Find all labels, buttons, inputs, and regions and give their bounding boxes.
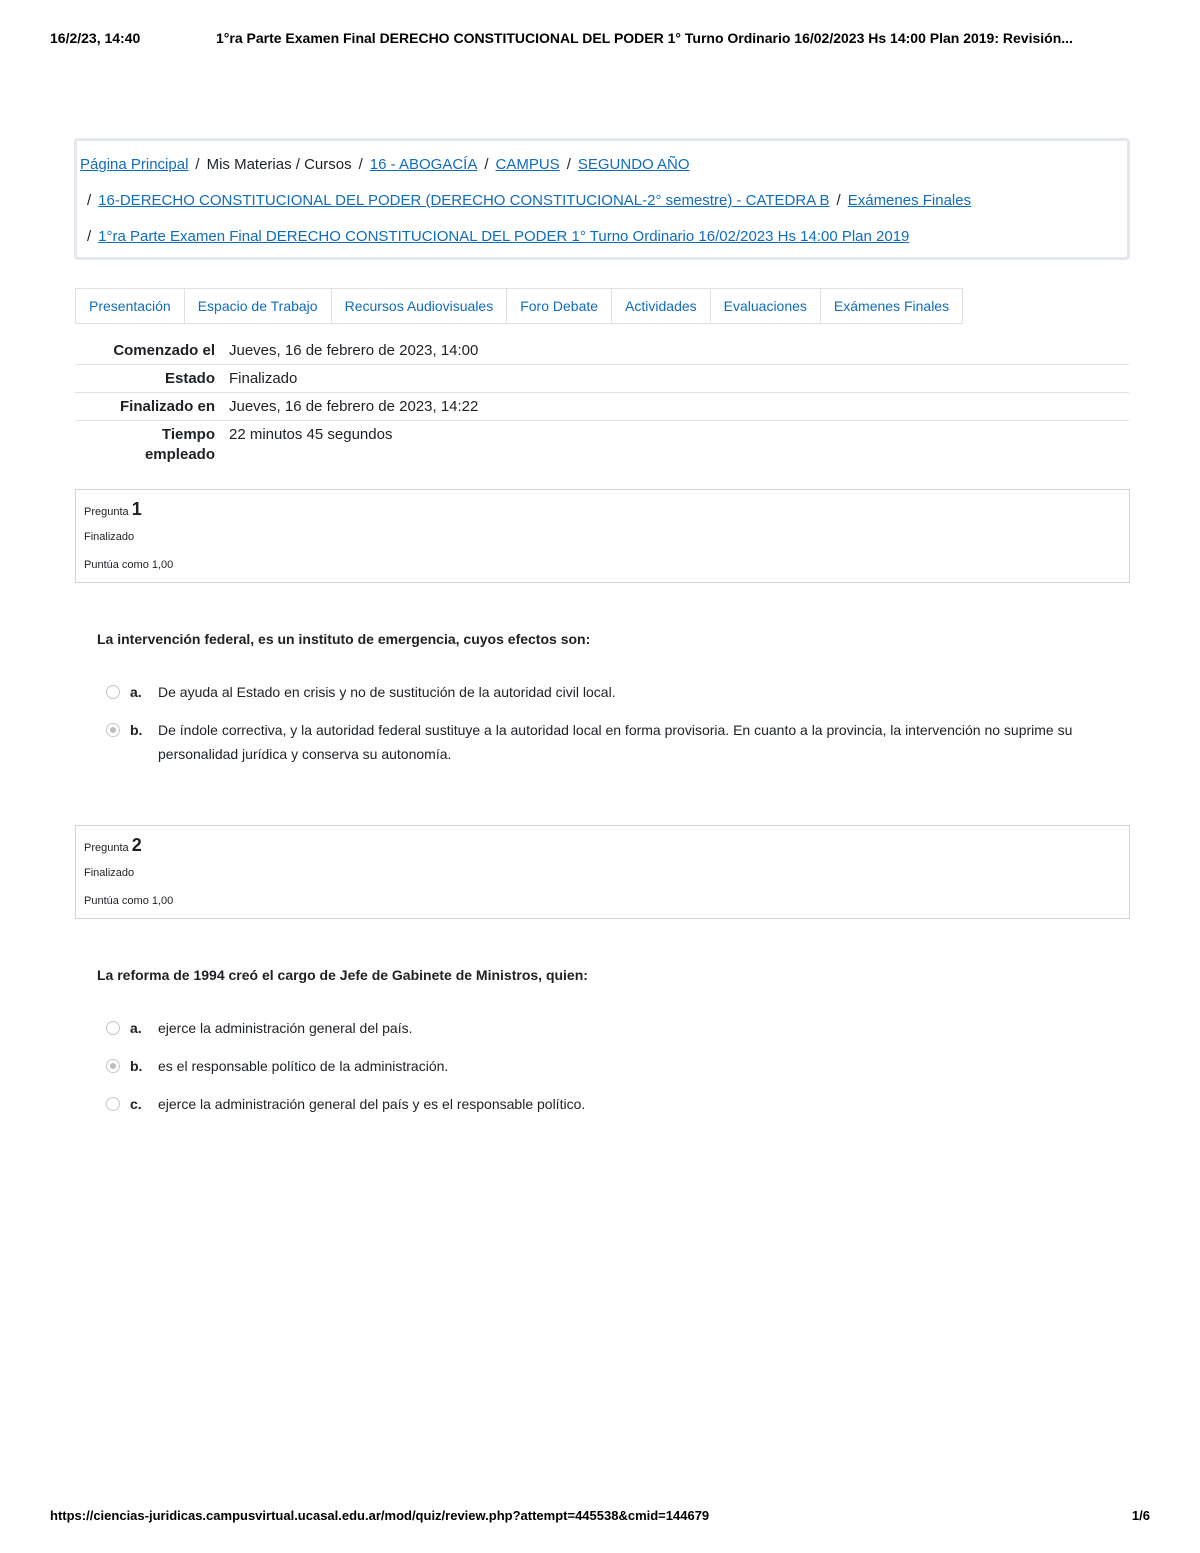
breadcrumb-line-2 <box>80 189 1127 225</box>
question-score: Puntúa como 1,00 <box>84 559 174 571</box>
answer-option[interactable] <box>106 680 1116 704</box>
breadcrumb-separator: / <box>566 156 571 173</box>
course-tabs <box>75 288 963 324</box>
breadcrumb-separator: / <box>195 156 200 173</box>
radio-button[interactable] <box>106 1021 120 1035</box>
print-title: 1°ra Parte Examen Final DERECHO CONSTITUCIONAL DEL PODER 1° Turno Ordinario 16/02/2023 Hs 14:00 Plan 2019: Revisión... <box>216 30 1073 46</box>
question-number <box>84 498 1121 523</box>
question-info-box <box>75 489 1130 583</box>
question-status: Finalizado <box>84 531 135 543</box>
summary-row-estado <box>75 365 1129 393</box>
question-number-value: 2 <box>131 835 142 855</box>
breadcrumb-line-1 <box>80 153 1127 189</box>
summary-label: Comenzado el <box>113 342 215 359</box>
summary-label: Estado <box>164 370 215 387</box>
radio-button-selected[interactable] <box>106 723 120 737</box>
question-number <box>84 834 1121 859</box>
tab-actividades[interactable]: Actividades <box>612 288 711 324</box>
answer-letter: b. <box>130 1058 143 1074</box>
summary-label: Tiempo empleado <box>144 426 215 463</box>
breadcrumb-abogacia-link[interactable]: 16 - ABOGACÍA <box>369 156 478 173</box>
tab-espacio-de-trabajo[interactable]: Espacio de Trabajo <box>185 288 332 324</box>
answer-text: De índole correctiva, y la autoridad federal sustituye a la autoridad local en forma provisoria. En cuanto a la provincia, la intervención no suprime su personalidad jurídica y conserva su autonomía. <box>158 722 1073 762</box>
breadcrumb-quiz-link[interactable]: 1°ra Parte Examen Final DERECHO CONSTITUCIONAL DEL PODER 1° Turno Ordinario 16/02/2023 Hs 14:00 Plan 2019 <box>98 228 910 245</box>
question-number-value: 1 <box>131 499 142 519</box>
answer-text: ejerce la administración general del país y es el responsable político. <box>158 1096 586 1112</box>
radio-button[interactable] <box>106 685 120 699</box>
tab-examenes-finales[interactable]: Exámenes Finales <box>821 288 963 324</box>
breadcrumb-home-link[interactable]: Página Principal <box>80 156 189 173</box>
breadcrumb-separator: / <box>836 192 841 209</box>
summary-row-finalizado <box>75 393 1129 421</box>
summary-value: Jueves, 16 de febrero de 2023, 14:00 <box>229 342 479 359</box>
print-date: 16/2/23, 14:40 <box>50 30 141 46</box>
summary-value: Jueves, 16 de febrero de 2023, 14:22 <box>229 398 479 415</box>
question-score: Puntúa como 1,00 <box>84 895 174 907</box>
breadcrumb-line-3 <box>80 225 1127 261</box>
answer-letter: c. <box>130 1096 142 1112</box>
question-text: La intervención federal, es un instituto de emergencia, cuyos efectos son: <box>97 631 591 647</box>
breadcrumb-separator: / <box>484 156 489 173</box>
breadcrumb-course-link[interactable]: 16-DERECHO CONSTITUCIONAL DEL PODER (DERECHO CONSTITUCIONAL-2° semestre) - CATEDRA B <box>98 192 830 209</box>
tab-foro-debate[interactable]: Foro Debate <box>507 288 612 324</box>
breadcrumb-separator: / <box>87 192 92 209</box>
breadcrumb <box>74 138 1130 260</box>
question-label: Pregunta <box>84 842 129 854</box>
answer-text: es el responsable político de la administración. <box>158 1058 449 1074</box>
breadcrumb-examenes-link[interactable]: Exámenes Finales <box>847 192 972 209</box>
question-status: Finalizado <box>84 867 135 879</box>
tab-evaluaciones[interactable]: Evaluaciones <box>711 288 821 324</box>
summary-label: Finalizado en <box>119 398 215 415</box>
answer-option[interactable] <box>106 718 1116 766</box>
print-footer <box>50 1508 1150 1528</box>
print-header <box>50 30 1150 50</box>
question-info-box <box>75 825 1130 919</box>
breadcrumb-campus-link[interactable]: CAMPUS <box>495 156 560 173</box>
summary-row-tiempo <box>75 421 1129 468</box>
answer-letter: a. <box>130 1020 142 1036</box>
answer-option[interactable] <box>106 1054 1116 1078</box>
print-url: https://ciencias-juridicas.campusvirtual.ucasal.edu.ar/mod/quiz/review.php?attempt=445538&cmid=144679 <box>50 1508 710 1523</box>
answer-letter: a. <box>130 684 142 700</box>
question-text: La reforma de 1994 creó el cargo de Jefe de Gabinete de Ministros, quien: <box>97 967 588 983</box>
radio-button-selected[interactable] <box>106 1059 120 1073</box>
summary-row-comenzado <box>75 337 1129 365</box>
breadcrumb-separator: / <box>87 228 92 245</box>
tab-recursos-audiovisuales[interactable]: Recursos Audiovisuales <box>332 288 508 324</box>
page-counter: 1/6 <box>1131 1508 1150 1523</box>
answer-text: De ayuda al Estado en crisis y no de sustitución de la autoridad civil local. <box>158 684 616 700</box>
answer-option[interactable] <box>106 1016 1116 1040</box>
breadcrumb-mis-materias: Mis Materias / Cursos <box>206 156 352 173</box>
summary-value: Finalizado <box>229 370 298 387</box>
breadcrumb-separator: / <box>358 156 363 173</box>
answer-option[interactable] <box>106 1092 1116 1116</box>
answer-text: ejerce la administración general del país. <box>158 1020 413 1036</box>
attempt-summary-table <box>75 337 1129 468</box>
tab-presentacion[interactable]: Presentación <box>75 288 185 324</box>
answer-letter: b. <box>130 722 143 738</box>
question-label: Pregunta <box>84 506 129 518</box>
breadcrumb-segundo-link[interactable]: SEGUNDO AÑO <box>577 156 690 173</box>
radio-button[interactable] <box>106 1097 120 1111</box>
summary-value: 22 minutos 45 segundos <box>229 426 393 443</box>
